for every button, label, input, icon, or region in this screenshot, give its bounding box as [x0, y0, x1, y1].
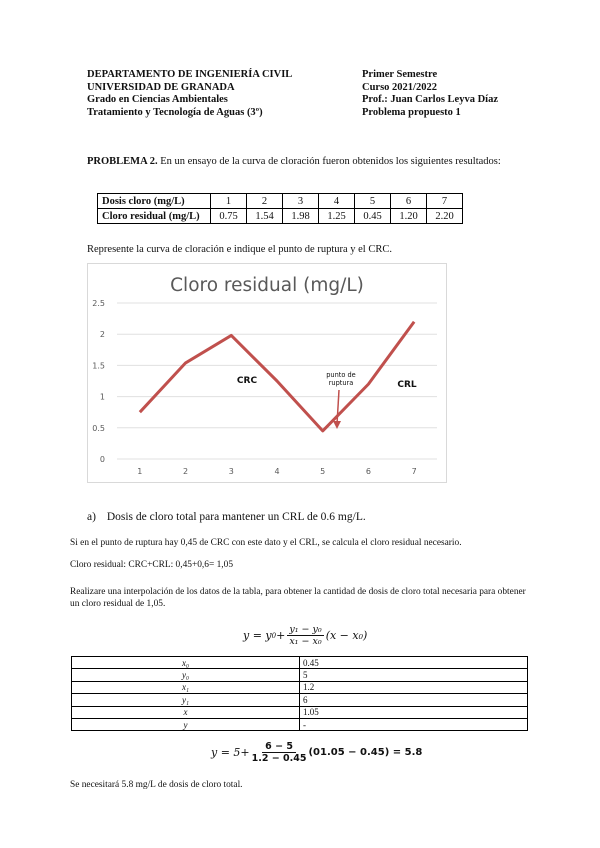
interpolation-table	[71, 656, 528, 731]
chloration-chart	[87, 263, 447, 483]
table-row	[72, 718, 528, 730]
conclusion-text: Se necesitará 5.8 mg/L de dosis de cloro total.	[70, 780, 243, 790]
header-professor: Prof.: Juan Carlos Leyva Díaz	[362, 94, 499, 106]
table-cell: 1	[211, 194, 247, 209]
x-tick-label: 2	[183, 467, 189, 476]
value-cell: 0.45	[300, 657, 528, 669]
header-right	[362, 69, 498, 119]
table-row	[98, 194, 463, 209]
x-tick-label: 4	[274, 467, 280, 476]
table-row	[72, 657, 528, 669]
table-cell: 0.75	[211, 209, 247, 224]
problem-statement	[87, 155, 507, 169]
y-tick-label: 1.5	[92, 361, 105, 371]
y-tick-label: 0	[99, 455, 105, 464]
table-cell: 1.20	[391, 209, 427, 224]
table-row	[72, 669, 528, 681]
row-label-dose: Dosis cloro (mg/L)	[98, 194, 211, 209]
table-cell: 3	[283, 194, 319, 209]
y-tick-label: 1	[99, 392, 105, 402]
table-cell: 2	[247, 194, 283, 209]
paragraph-2: Cloro residual: CRC+CRL: 0,45+0,6= 1,05	[70, 560, 234, 570]
value-cell: 5	[300, 669, 528, 681]
result-lhs: y = 5+	[211, 746, 250, 759]
header-course: Tratamiento y Tecnología de Aguas (3º)	[87, 106, 263, 118]
table-cell: 7	[427, 194, 463, 209]
problem-title: PROBLEMA 2.	[87, 156, 158, 167]
result-tail: (01.05 − 0.45) = 5.8	[308, 747, 423, 758]
break-point-label-2: ruptura	[328, 379, 354, 387]
result-numerator: 6 − 5	[262, 741, 296, 753]
x-tick-label: 5	[320, 467, 326, 476]
header-semester: Primer Semestre	[362, 69, 438, 80]
table-row	[72, 706, 528, 718]
var-cell: x₁	[72, 681, 300, 693]
x-tick-label: 1	[137, 467, 143, 476]
result-denominator: 1.2 − 0.45	[251, 753, 307, 764]
table-cell: 1.25	[319, 209, 355, 224]
var-cell: y	[72, 718, 300, 730]
formula-sub: 0	[271, 631, 277, 640]
value-cell: 6	[300, 694, 528, 706]
table-cell: 6	[391, 194, 427, 209]
x-tick-label: 3	[228, 467, 234, 476]
table-cell: 5	[355, 194, 391, 209]
problem-text: En un ensayo de la curva de cloración fueron obtenidos los siguientes resultados:	[157, 156, 501, 167]
header-department: DEPARTAMENTO DE INGENIERÍA CIVIL	[87, 69, 293, 80]
table-row	[98, 209, 463, 224]
table-row	[72, 681, 528, 693]
table-cell: 4	[319, 194, 355, 209]
data-table	[97, 193, 463, 224]
var-cell: y₀	[72, 669, 300, 681]
var-cell: x	[72, 706, 300, 718]
crl-label: CRL	[397, 380, 417, 390]
header-problem: Problema propuesto 1	[362, 106, 461, 118]
header-left	[87, 69, 292, 119]
table-cell: 0.45	[355, 209, 391, 224]
header-degree: Grado en Ciencias Ambientales	[87, 94, 228, 106]
section-a-label: a)	[87, 511, 96, 523]
y-tick-label: 2	[99, 330, 105, 340]
formula-tail: (x − x₀)	[325, 629, 368, 642]
value-cell: 1.05	[300, 706, 528, 718]
instruction-text: Represente la curva de cloración e indique el punto de ruptura y el CRC.	[87, 244, 392, 255]
row-label-residual: Cloro residual (mg/L)	[98, 209, 211, 224]
crc-label: CRC	[236, 376, 258, 386]
formula-fraction	[287, 624, 323, 647]
table-cell: 1.98	[283, 209, 319, 224]
result-fraction	[252, 741, 307, 764]
header-year: Curso 2021/2022	[362, 81, 437, 93]
table-cell: 2.20	[427, 209, 463, 224]
result-formula	[211, 741, 422, 764]
var-cell: x₀	[72, 657, 300, 669]
y-tick-label: 2.5	[92, 299, 105, 308]
paragraph-3: Realizare una interpolación de los datos de la tabla, para obtener la cantidad de dosis de cloro total necesaria para obtener un cloro residual de 1,05.	[70, 587, 526, 609]
section-a	[87, 511, 366, 523]
interpolation-formula	[243, 624, 367, 647]
value-cell: -	[300, 718, 528, 730]
x-tick-label: 6	[365, 467, 371, 476]
var-cell: y₁	[72, 694, 300, 706]
chart-title: Cloro residual (mg/L)	[170, 275, 364, 296]
table-cell: 1.54	[247, 209, 283, 224]
x-tick-label: 7	[411, 467, 417, 476]
formula-denominator: x₁ − x₀	[289, 636, 322, 647]
formula-numerator: y₁ − y₀	[289, 624, 322, 635]
formula-plus: +	[276, 629, 286, 642]
formula-lhs: y = y	[243, 629, 272, 642]
break-point-label-1: punto de	[326, 371, 356, 379]
table-row	[72, 694, 528, 706]
value-cell: 1.2	[300, 681, 528, 693]
y-tick-label: 0.5	[92, 423, 105, 433]
paragraph-1: Si en el punto de ruptura hay 0,45 de CRC con este dato y el CRL, se calcula el cloro residual necesario.	[70, 538, 462, 548]
section-a-text: Dosis de cloro total para mantener un CRL de 0.6 mg/L.	[106, 511, 366, 523]
header-university: UNIVERSIDAD DE GRANADA	[87, 81, 235, 93]
